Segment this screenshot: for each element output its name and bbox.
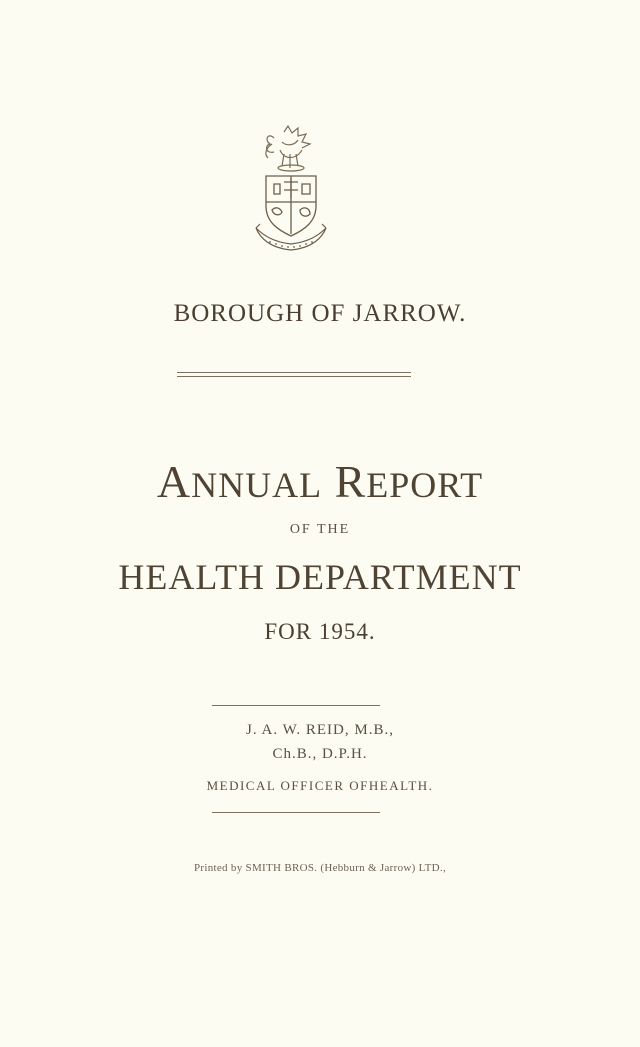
title-annual-rest: NNUAL <box>191 465 323 505</box>
title-health-department: HEALTH DEPARTMENT <box>118 557 522 597</box>
title-of-the: OF THE <box>289 522 351 537</box>
title-report-rest: EPORT <box>366 465 484 505</box>
borough-coat-of-arms-icon <box>254 124 328 254</box>
author-name: J. A. W. REID, M.B., <box>246 722 394 738</box>
title-annual-cap: A <box>156 456 192 507</box>
author-role: MEDICAL OFFICER OFHEALTH. <box>206 778 434 793</box>
title-report-cap: R <box>334 456 367 507</box>
rule-divider-top <box>212 705 380 706</box>
author-qualifications: Ch.B., D.P.H. <box>272 746 368 762</box>
rule-divider-bottom <box>212 812 380 813</box>
printer-imprint: Printed by SMITH BROS. (Hebburn & Jarrow) LTD., <box>193 862 446 874</box>
double-rule-divider <box>177 372 411 381</box>
borough-name: BOROUGH OF JARROW. <box>173 300 467 327</box>
title-annual-report <box>0 455 640 508</box>
title-year: FOR 1954. <box>264 619 376 644</box>
